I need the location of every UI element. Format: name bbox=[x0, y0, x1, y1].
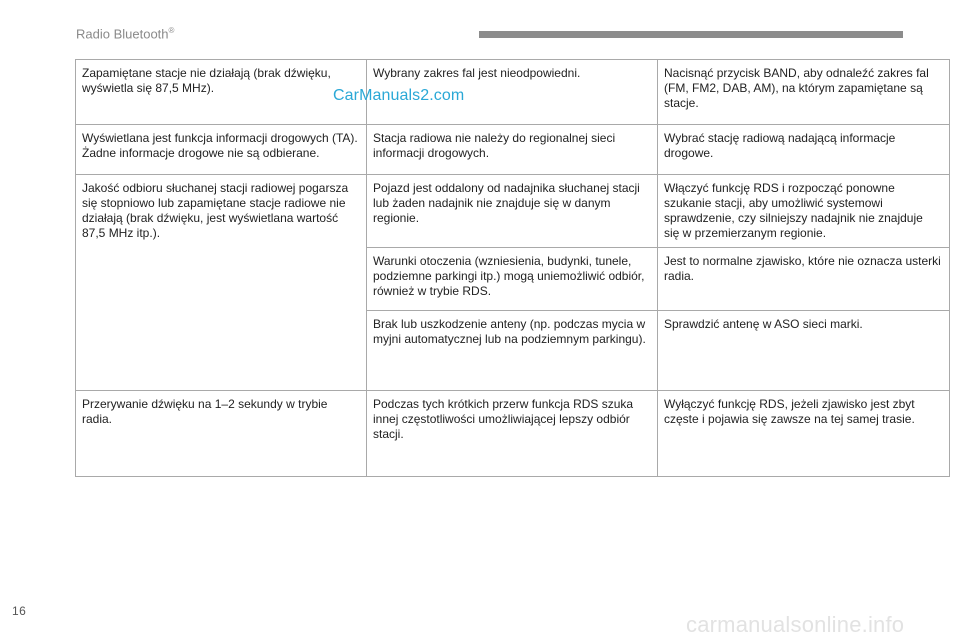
problem-cell: Wyświetlana jest funkcja informacji drogowych (TA). Żadne informacje drogowe nie są odbierane. bbox=[76, 125, 367, 175]
cause-cell: Warunki otoczenia (wzniesienia, budynki, tunele, podziemne parkingi itp.) mogą uniemożliwić odbiór, również w trybie RDS. bbox=[367, 248, 658, 311]
watermark-top: CarManuals2.com bbox=[333, 87, 465, 104]
solution-cell: Jest to normalne zjawisko, które nie oznacza usterki radia. bbox=[658, 248, 950, 311]
table-row bbox=[76, 60, 950, 125]
problem-cell: Zapamiętane stacje nie działają (brak dźwięku, wyświetla się 87,5 MHz). bbox=[76, 60, 367, 125]
cause-cell: Stacja radiowa nie należy do regionalnej sieci informacji drogowych. bbox=[367, 125, 658, 175]
solution-cell: Wybrać stację radiową nadającą informacje drogowe. bbox=[658, 125, 950, 175]
watermark-bottom: carmanualsonline.info bbox=[686, 612, 905, 637]
cause-cell: Pojazd jest oddalony od nadajnika słuchanej stacji lub żaden nadajnik nie znajduje się w danym regionie. bbox=[367, 175, 658, 248]
page-number: 16 bbox=[12, 604, 27, 618]
solution-cell: Włączyć funkcję RDS i rozpocząć ponowne szukanie stacji, aby umożliwić systemowi sprawdzenie, czy silniejszy nadajnik nie znajduje się w przemierzanym regionie. bbox=[658, 175, 950, 248]
header-divider-bar bbox=[479, 31, 903, 38]
table-row bbox=[76, 175, 950, 248]
solution-cell: Sprawdzić antenę w ASO sieci marki. bbox=[658, 311, 950, 391]
page-header-title bbox=[76, 26, 174, 41]
trademark-symbol: ® bbox=[168, 26, 175, 35]
problem-cell: Jakość odbioru słuchanej stacji radiowej pogarsza się stopniowo lub zapamiętane stacje radiowe nie działają (brak dźwięku, jest wyświetlana wartość 87,5 MHz itp.). bbox=[76, 175, 367, 391]
table-row bbox=[76, 391, 950, 477]
header-title-text: Radio Bluetooth bbox=[76, 26, 169, 42]
cause-cell: Wybrany zakres fal jest nieodpowiedni. bbox=[367, 60, 658, 125]
cause-cell: Podczas tych krótkich przerw funkcja RDS szuka innej częstotliwości umożliwiającej lepszy odbiór stacji. bbox=[367, 391, 658, 477]
troubleshooting-table bbox=[75, 59, 950, 477]
table-row bbox=[76, 125, 950, 175]
solution-cell: Nacisnąć przycisk BAND, aby odnaleźć zakres fal (FM, FM2, DAB, AM), na którym zapamiętane są stacje. bbox=[658, 60, 950, 125]
problem-cell: Przerywanie dźwięku na 1–2 sekundy w trybie radia. bbox=[76, 391, 367, 477]
solution-cell: Wyłączyć funkcję RDS, jeżeli zjawisko jest zbyt częste i pojawia się zawsze na tej samej trasie. bbox=[658, 391, 950, 477]
cause-cell: Brak lub uszkodzenie anteny (np. podczas mycia w myjni automatycznej lub na podziemnym parkingu). bbox=[367, 311, 658, 391]
